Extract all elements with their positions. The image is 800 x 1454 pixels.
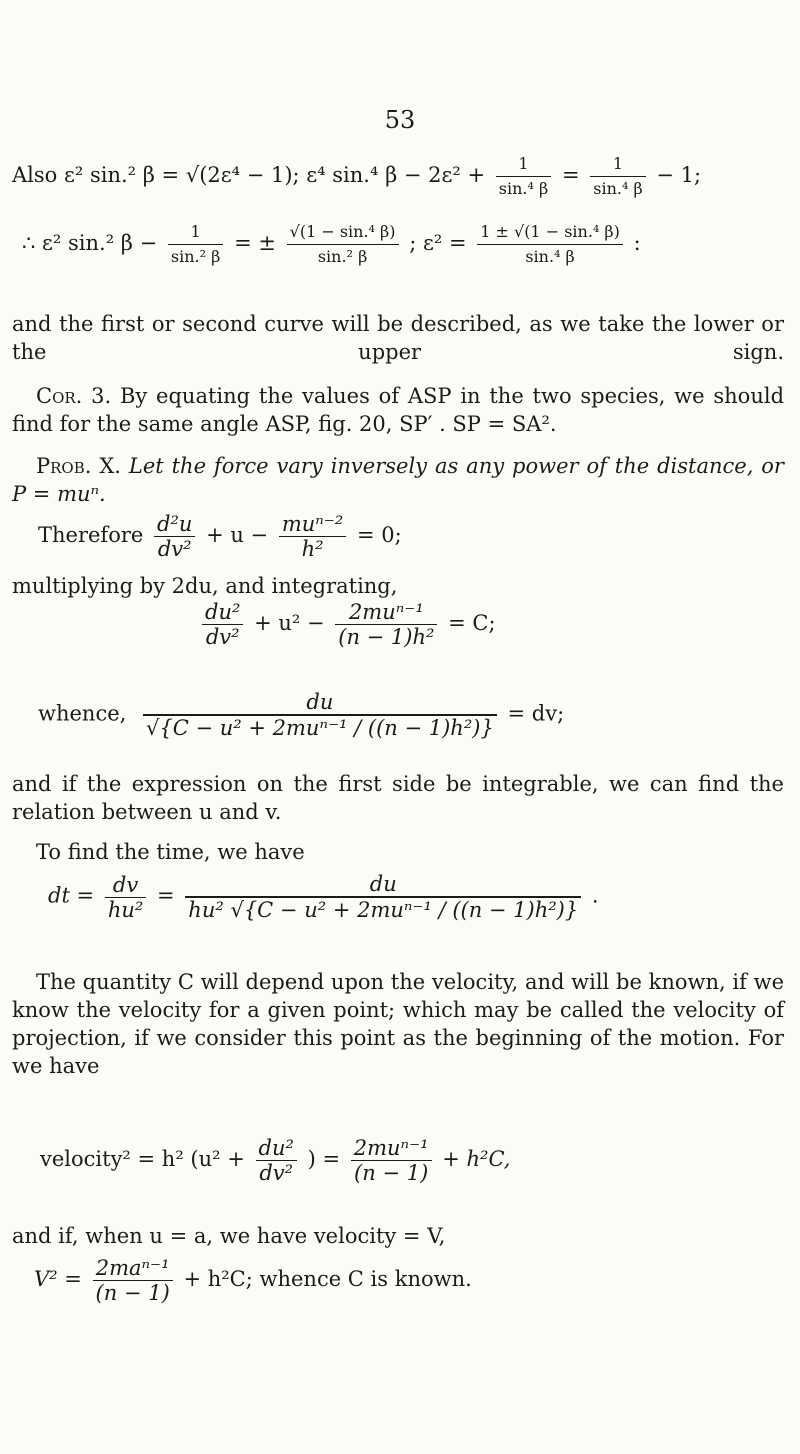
paragraph-multiplying: multiplying by 2du, and integrating, <box>12 574 398 598</box>
corollary-text: By equating the values of ASP in the two species, we should find for the same angle ASP, fig. 20, SP′ . SP = SA². <box>12 384 785 436</box>
problem-statement: Let the force vary inversely as any power of the distance, or P = muⁿ. <box>12 454 784 506</box>
eq7-fraction-2: $\frac{\text{2muⁿ⁻¹}}{(n - 1)}$ <box>351 1136 432 1185</box>
equation-v-squared: V² = $\frac{\text{2maⁿ⁻¹}}{(n - 1)}$ + h²C; whence C is known. <box>34 1256 472 1305</box>
eq2-fraction-1: $\frac{1}{\text{sin.² β}}$ <box>168 220 223 269</box>
eq3-fraction-1: $\frac{\text{d²u}}{\text{dv²}}$ <box>154 512 195 561</box>
equation-eccentricity-2: ∴ ε² sin.² β − $\frac{1}{\text{sin.² β}}$ = ± $\frac{\text{√(1 − sin.⁴ β)}}{\text{sin.² β}}$ ; ε² = $\frac{\text{1 ± √(1 − sin.⁴ β)}}{\text{sin.⁴ β}}$ : <box>22 220 641 269</box>
equation-whence: whence, $\frac{du}{\text{√\{C − u² + 2muⁿ⁻¹ / ((n − 1)h²)\}}}$ = dv; <box>38 690 565 740</box>
eq2-fraction-2: $\frac{\text{√(1 − sin.⁴ β)}}{\text{sin.² β}}$ <box>287 220 399 269</box>
page-number: 53 <box>384 106 416 134</box>
eq2-fraction-3: $\frac{\text{1 ± √(1 − sin.⁴ β)}}{\text{sin.⁴ β}}$ <box>477 220 623 269</box>
eq6-fraction-2: $\frac{du}{\text{hu² √\{C − u² + 2muⁿ⁻¹ / ((n − 1)h²)\}}}$ <box>185 872 581 922</box>
eq8-fraction: $\frac{\text{2maⁿ⁻¹}}{(n - 1)}$ <box>93 1256 173 1305</box>
corollary-3 <box>12 382 784 438</box>
equation-eccentricity-1: Also ε² sin.² β = √(2ε⁴ − 1); ε⁴ sin.⁴ β − 2ε² + $\frac{1}{\text{sin.⁴ β}}$ = $\frac{1}{\text{sin.⁴ β}}$ − 1; <box>12 152 701 201</box>
equation-integrated: $\frac{\text{du²}}{\text{dv²}}$ + u² − $\frac{\text{2muⁿ⁻¹}}{\text{(n − 1)h²}}$ = C; <box>198 600 496 649</box>
equation-time: dt = $\frac{dv}{\text{hu²}}$ = $\frac{du}{\text{hu² √\{C − u² + 2muⁿ⁻¹ / ((n − 1)h²)\}}}$ . <box>48 872 599 922</box>
equation-velocity: velocity² = h² (u² + $\frac{\text{du²}}{\text{dv²}}$ ) = $\frac{\text{2muⁿ⁻¹}}{(n - 1)}$ + h²C, <box>40 1136 511 1185</box>
corollary-label: Cor. 3. <box>36 384 112 408</box>
problem-label: Prob. X. <box>36 454 121 478</box>
eq1-fraction-2: $\frac{1}{\text{sin.⁴ β}}$ <box>590 152 645 201</box>
paragraph-curve-description: and the first or second curve will be described, as we take the lower or the upper sign. <box>12 312 784 364</box>
paragraph-when-u-equals-a: and if, when u = a, we have velocity = V, <box>12 1224 446 1248</box>
problem-10 <box>12 452 784 508</box>
equation-differential: Therefore $\frac{\text{d²u}}{\text{dv²}}$ + u − $\frac{\text{muⁿ⁻²}}{\text{h²}}$ = 0; <box>38 512 402 561</box>
eq6-fraction-1: $\frac{dv}{\text{hu²}}$ <box>105 873 146 922</box>
eq1-fraction-1: $\frac{1}{\text{sin.⁴ β}}$ <box>496 152 551 201</box>
eq4-fraction-1: $\frac{\text{du²}}{\text{dv²}}$ <box>202 600 243 649</box>
eq1-text: Also ε² sin.² β = √(2ε⁴ − 1); ε⁴ sin.⁴ β − 2ε² + <box>12 163 486 187</box>
paragraph-find-time: To find the time, we have <box>36 840 305 864</box>
paragraph-integrable: and if the expression on the first side be integrable, we can find the relation between u and v. <box>12 772 784 824</box>
eq7-fraction-1: $\frac{\text{du²}}{\text{dv²}}$ <box>256 1136 297 1185</box>
eq4-fraction-2: $\frac{\text{2muⁿ⁻¹}}{\text{(n − 1)h²}}$ <box>335 600 437 649</box>
eq5-fraction: $\frac{du}{\text{√\{C − u² + 2muⁿ⁻¹ / ((n − 1)h²)\}}}$ <box>143 690 497 740</box>
paragraph-velocity-of-projection: The quantity C will depend upon the velocity, and will be known, if we know the velocity for a given point; which may be called the velocity of projection, if we consider this point as the beginning of the motion. For we have <box>12 970 784 1078</box>
eq3-fraction-2: $\frac{\text{muⁿ⁻²}}{\text{h²}}$ <box>279 512 346 561</box>
